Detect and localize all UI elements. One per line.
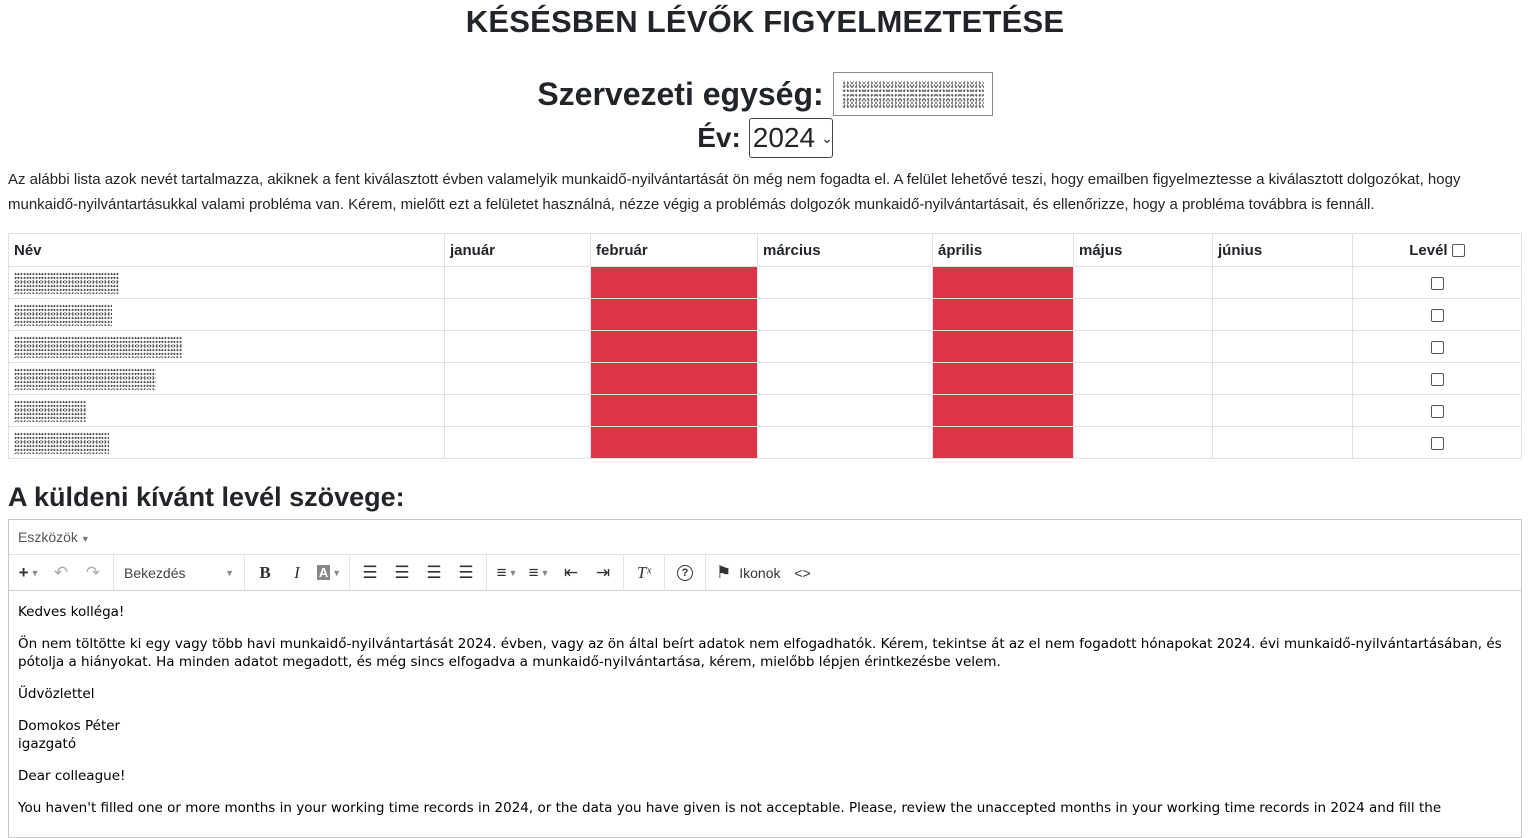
help-icon: ? <box>677 565 693 581</box>
unit-redacted <box>842 81 984 109</box>
employee-name-cell <box>9 267 445 299</box>
send-letter-checkbox[interactable] <box>1431 277 1444 290</box>
signature-title: igazgató <box>18 736 77 752</box>
month-cell <box>758 395 933 427</box>
letter-paragraph: Dear colleague! <box>18 768 126 784</box>
letter-cell <box>1353 331 1522 363</box>
year-row <box>8 116 1522 160</box>
letter-heading: A küldeni kívánt levél szövege: <box>8 482 405 512</box>
icons-label: Ikonok <box>739 564 781 581</box>
editor-toolbar <box>9 555 1521 591</box>
table-row <box>9 331 1522 363</box>
months-table <box>8 233 1522 459</box>
signature-name: Domokos Péter <box>18 718 121 734</box>
month-cell <box>1213 363 1353 395</box>
indent-icon: ⇥ <box>595 562 611 582</box>
redacted-name <box>14 400 86 422</box>
source-code-button[interactable] <box>787 559 819 587</box>
col-header-letter <box>1353 234 1522 267</box>
col-header-apr: április <box>933 234 1074 267</box>
col-header-jan: január <box>445 234 591 267</box>
month-cell <box>933 267 1074 299</box>
help-button[interactable] <box>669 559 701 587</box>
table-row <box>9 299 1522 331</box>
table-row <box>9 267 1522 299</box>
letter-header-label: Levél <box>1409 241 1448 259</box>
month-cell <box>758 363 933 395</box>
insert-button[interactable] <box>13 559 45 587</box>
col-header-may: május <box>1074 234 1213 267</box>
flag-icon: ⚑ <box>716 562 732 582</box>
menu-tools[interactable]: Eszközök ▼ <box>18 529 90 545</box>
bullet-list-button[interactable] <box>491 559 523 587</box>
month-cell <box>933 395 1074 427</box>
block-format-select[interactable]: Bekezdés ▼ <box>124 564 234 581</box>
col-header-feb: február <box>591 234 758 267</box>
month-cell <box>1074 267 1213 299</box>
year-value: 2024 <box>752 122 816 153</box>
justify-icon: ☰ <box>458 562 474 582</box>
month-cell <box>758 331 933 363</box>
employee-name-cell <box>9 363 445 395</box>
year-select[interactable] <box>749 118 833 158</box>
caret-down-icon: ▼ <box>80 534 90 544</box>
letter-paragraph: You haven't filled one or more months in your working time records in 2024, or the data you have given is not acceptable. Please, review the unaccepted months in your working time records in 2024 and fill the <box>18 800 1442 816</box>
month-cell <box>591 363 758 395</box>
caret-down-icon: ▼ <box>332 567 342 578</box>
month-cell <box>591 267 758 299</box>
align-left-icon: ☰ <box>362 562 378 582</box>
month-cell <box>445 363 591 395</box>
month-cell <box>445 299 591 331</box>
month-cell <box>758 427 933 459</box>
month-cell <box>1074 427 1213 459</box>
month-cell <box>933 299 1074 331</box>
redo-icon: ↷ <box>85 562 101 582</box>
table-row <box>9 427 1522 459</box>
month-cell <box>1074 299 1213 331</box>
letter-cell <box>1353 363 1522 395</box>
redacted-name <box>14 336 182 358</box>
month-cell <box>758 267 933 299</box>
month-cell <box>1213 395 1353 427</box>
select-all-checkbox[interactable] <box>1452 244 1465 257</box>
letter-paragraph: Üdvözlettel <box>18 686 95 702</box>
month-cell <box>1074 331 1213 363</box>
caret-down-icon: ▼ <box>508 567 518 578</box>
month-cell <box>1074 363 1213 395</box>
letter-cell <box>1353 267 1522 299</box>
rich-text-editor <box>8 519 1522 838</box>
month-cell <box>933 363 1074 395</box>
col-header-name: Név <box>9 234 445 267</box>
month-cell <box>445 331 591 363</box>
caret-down-icon: ▼ <box>225 567 234 578</box>
redacted-name <box>14 304 112 326</box>
intro-text: Az alábbi lista azok nevét tartalmazza, akiknek a fent kiválasztott évben valamelyik munkaidő-nyilvántartását ön még nem fogadta el. A felület lehetővé teszi, hogy emailben figyelmeztesse a kiválasztott dolgozókat, hogy munkaidő-nyilvántartásukkal valami probléma van. Kérem, mielőtt ezt a felületet használná, nézze végig a problémás dolgozók munkaidő-nyilvántartásait, és ellenőrizze, hogy a probléma továbbra is fennáll. <box>8 171 1461 213</box>
letter-paragraph: Ön nem töltötte ki egy vagy több havi munkaidő-nyilvántartását 2024. évben, vagy az ön által beírt adatok nem elfogadhatók. Kérem, tekintse át az el nem fogadott hónapokat 2024. évi munkaidő-nyilvántartásában, és pótolja a hiányokat. Ha minden adatot megadott, és még sincs elfogadva a munkaidő-nyilvántartása, kérem, mielőbb lépjen érintkezésbe velem. <box>18 636 1502 670</box>
align-center-icon: ☰ <box>394 562 410 582</box>
month-cell <box>933 427 1074 459</box>
month-cell <box>591 427 758 459</box>
undo-icon: ↶ <box>53 562 69 582</box>
employee-name-cell <box>9 427 445 459</box>
month-cell <box>1213 331 1353 363</box>
redo-button[interactable] <box>77 559 109 587</box>
send-letter-checkbox[interactable] <box>1431 373 1444 386</box>
table-row <box>9 363 1522 395</box>
outdent-icon: ⇤ <box>563 562 579 582</box>
italic-button[interactable] <box>281 559 313 587</box>
caret-down-icon: ▼ <box>540 567 550 578</box>
month-cell <box>591 395 758 427</box>
month-cell <box>1213 427 1353 459</box>
caret-down-icon: ▼ <box>30 567 40 578</box>
employee-name-cell <box>9 299 445 331</box>
indent-button[interactable] <box>587 559 619 587</box>
month-cell <box>445 395 591 427</box>
code-icon: <> <box>794 564 811 581</box>
month-cell <box>758 299 933 331</box>
letter-cell <box>1353 299 1522 331</box>
align-center-button[interactable] <box>386 559 418 587</box>
bold-icon: B <box>259 562 271 582</box>
letter-paragraph: Kedves kolléga! <box>18 604 125 620</box>
text-color-button[interactable] <box>313 559 345 587</box>
letter-cell <box>1353 395 1522 427</box>
col-header-mar: március <box>758 234 933 267</box>
editor-menubar <box>9 520 1521 555</box>
editor-content[interactable] <box>9 591 1521 837</box>
page-title: KÉSÉSBEN LÉVŐK FIGYELMEZTETÉSE <box>465 4 1065 39</box>
year-label: Év: <box>697 122 741 153</box>
employee-name-cell <box>9 395 445 427</box>
month-cell <box>445 427 591 459</box>
redacted-name <box>14 368 156 390</box>
letter-signature <box>18 717 1512 753</box>
month-cell <box>933 331 1074 363</box>
unit-row <box>8 68 1522 120</box>
unit-select[interactable] <box>833 72 993 116</box>
month-cell <box>1074 395 1213 427</box>
letter-cell <box>1353 427 1522 459</box>
numbered-list-icon: ≡ <box>528 562 539 582</box>
month-cell <box>591 299 758 331</box>
send-letter-checkbox[interactable] <box>1431 309 1444 322</box>
clear-format-button[interactable] <box>628 559 660 587</box>
justify-button[interactable] <box>450 559 482 587</box>
redacted-name <box>14 432 109 454</box>
plus-icon: + <box>18 562 29 582</box>
col-header-jun: június <box>1213 234 1353 267</box>
italic-icon: I <box>294 562 300 582</box>
send-letter-checkbox[interactable] <box>1431 405 1444 418</box>
send-letter-checkbox[interactable] <box>1431 437 1444 450</box>
numbered-list-button[interactable] <box>523 559 555 587</box>
clear-format-icon: Tˣ <box>636 562 652 582</box>
bullet-list-icon: ≡ <box>496 562 507 582</box>
outdent-button[interactable] <box>555 559 587 587</box>
text-color-icon: A <box>318 565 329 580</box>
align-left-button[interactable] <box>354 559 386 587</box>
unit-label: Szervezeti egység: <box>537 75 824 112</box>
bold-button[interactable] <box>249 559 281 587</box>
icons-button[interactable] <box>710 559 787 587</box>
send-letter-checkbox[interactable] <box>1431 341 1444 354</box>
chevron-down-icon: ⌄ <box>821 129 833 146</box>
month-cell <box>1213 267 1353 299</box>
table-header-row <box>9 234 1522 267</box>
redacted-name <box>14 272 119 294</box>
align-right-icon: ☰ <box>426 562 442 582</box>
month-cell <box>1213 299 1353 331</box>
undo-button[interactable] <box>45 559 77 587</box>
month-cell <box>591 331 758 363</box>
employee-name-cell <box>9 331 445 363</box>
month-cell <box>445 267 591 299</box>
table-row <box>9 395 1522 427</box>
align-right-button[interactable] <box>418 559 450 587</box>
